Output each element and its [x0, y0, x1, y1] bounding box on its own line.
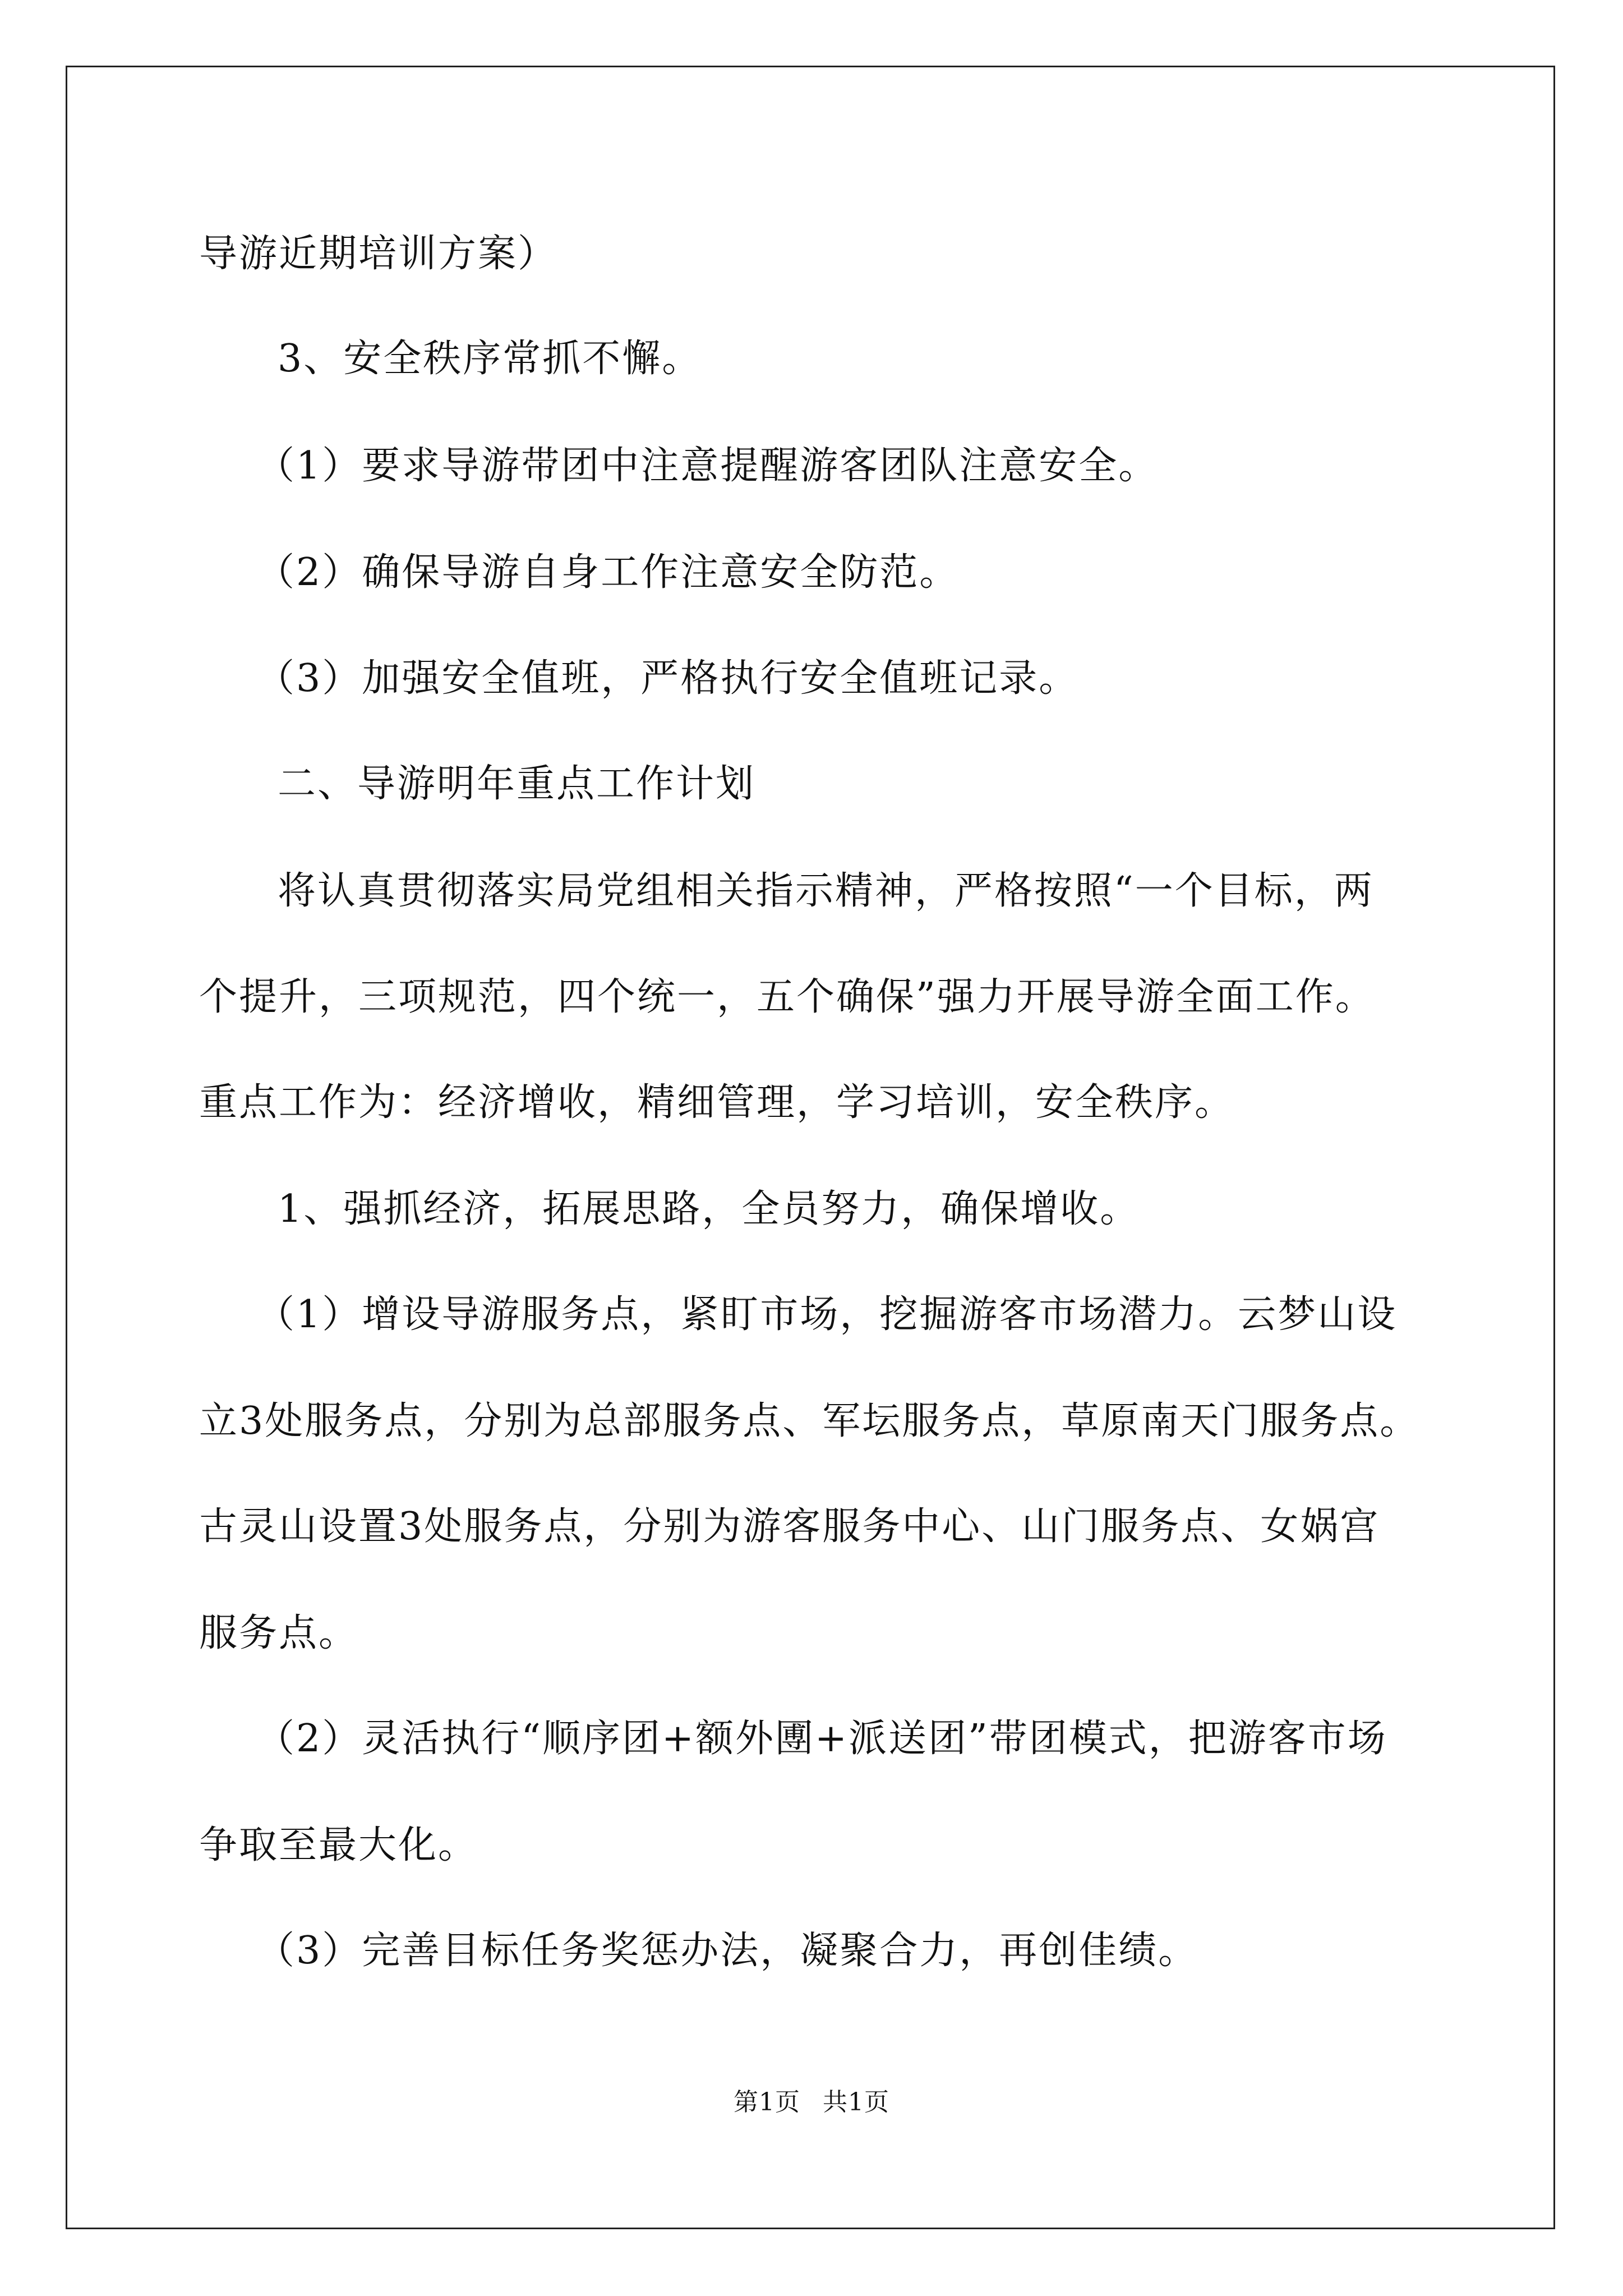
text-line-10: 1、强抓经济，拓展思路，全员努力，确保增收。: [278, 1187, 1140, 1231]
section-heading: 二、导游明年重点工作计划: [278, 762, 756, 806]
text-line-12: 立3处服务点，分别为总部服务点、军坛服务点，草原南天门服务点。: [199, 1399, 1420, 1443]
text-line-13: 古灵山设置3处服务点，分别为游客服务中心、山门服务点、女娲宫: [199, 1504, 1380, 1549]
text-line-1: 导游近期培训方案）: [199, 232, 558, 276]
text-line-8: 个提升，三项规范，四个统一，五个确保”强力开展导游全面工作。: [199, 975, 1375, 1019]
text-line-2: 3、安全秩序常抓不懈。: [278, 337, 702, 381]
page-footer: [0, 2087, 1623, 2118]
text-line-5: （3）加强安全值班，严格执行安全值班记录。: [256, 656, 1079, 701]
page-number: 第1页: [734, 2088, 800, 2116]
page-border: [66, 66, 1555, 2229]
text-line-9: 重点工作为：经济增收，精细管理，学习培训，安全秩序。: [199, 1080, 1235, 1125]
text-line-11: （1）增设导游服务点，紧盯市场，挖掘游客市场潜力。云梦山设: [256, 1292, 1398, 1337]
page-total: 共1页: [823, 2088, 889, 2116]
text-line-3: （1）要求导游带团中注意提醒游客团队注意安全。: [256, 444, 1159, 488]
text-line-4: （2）确保导游自身工作注意安全防范。: [256, 550, 960, 595]
text-line-14: 服务点。: [199, 1611, 359, 1655]
text-line-16: 争取至最大化。: [199, 1823, 478, 1867]
text-line-7: 将认真贯彻落实局党组相关指示精神，严格按照“一个目标，两: [278, 869, 1374, 913]
text-line-17: （3）完善目标任务奖惩办法，凝聚合力，再创佳绩。: [256, 1929, 1198, 1973]
text-line-15: （2）灵活执行“顺序团+额外圑+派送团”带团模式，把游客市场: [256, 1717, 1387, 1761]
